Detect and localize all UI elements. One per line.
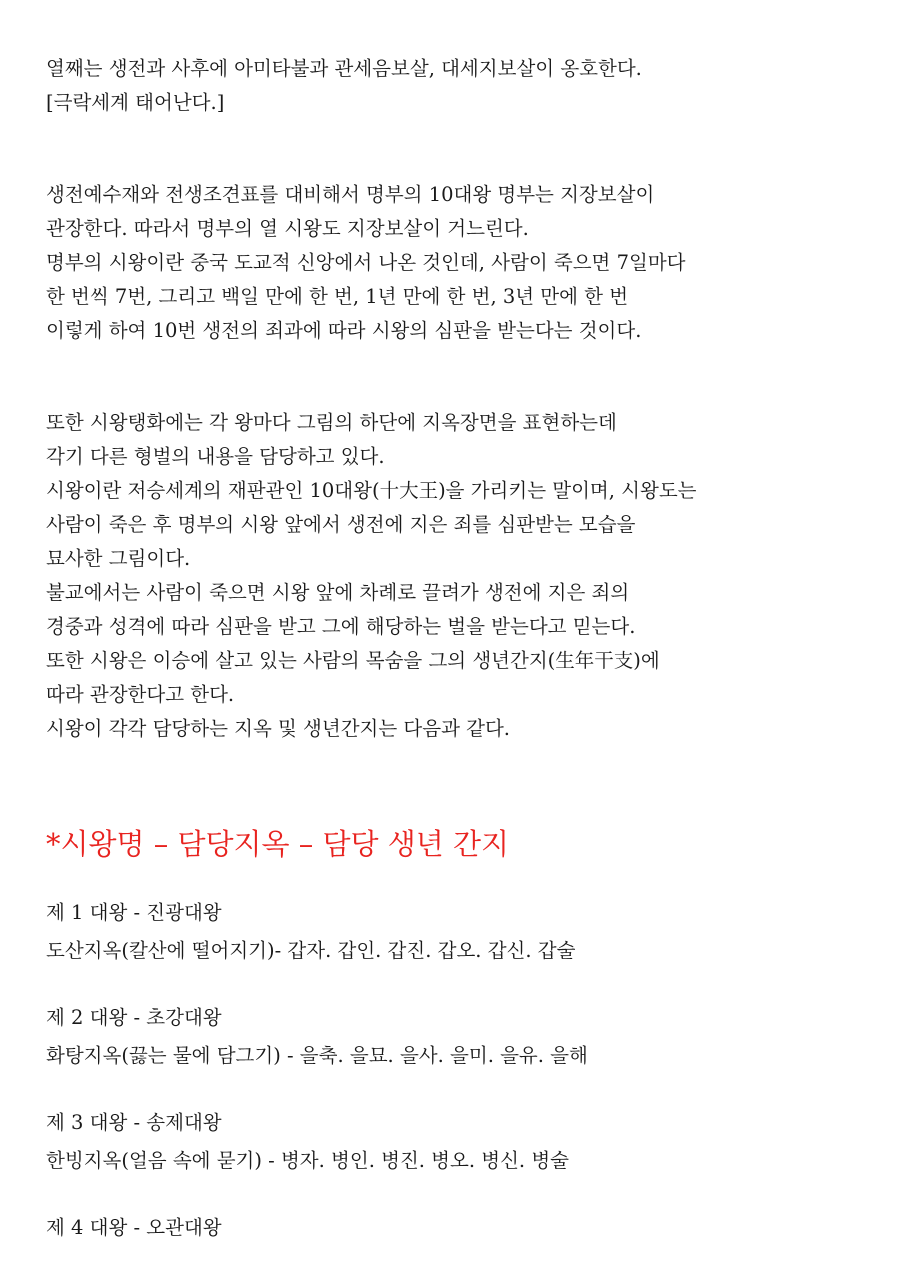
king-list bbox=[46, 894, 866, 1247]
list-item bbox=[46, 1104, 866, 1180]
entry-desc: 도산지옥(칼산에 떨어지기)- 갑자. 갑인. 갑진. 갑오. 갑신. 갑술 bbox=[46, 939, 576, 962]
text-line: 각기 다른 형벌의 내용을 담당하고 있다. bbox=[46, 445, 385, 468]
entry-desc: 화탕지옥(끓는 물에 담그기) - 을축. 을묘. 을사. 을미. 을유. 을해 bbox=[46, 1044, 588, 1067]
text-line: 시왕이 각각 담당하는 지옥 및 생년간지는 다음과 같다. bbox=[46, 717, 511, 740]
text-line: 또한 시왕탱화에는 각 왕마다 그림의 하단에 지옥장면을 표현하는데 bbox=[46, 411, 617, 434]
text-line: 시왕이란 저승세계의 재판관인 10대왕(十大王)을 가리키는 말이며, 시왕도는 bbox=[46, 479, 697, 502]
text-line: 열째는 생전과 사후에 아미타불과 관세음보살, 대세지보살이 옹호한다. bbox=[46, 57, 642, 80]
paragraph-1 bbox=[46, 52, 866, 120]
entry-title: 제 3 대왕 - 송제대왕 bbox=[46, 1111, 222, 1134]
text-line: 경중과 성격에 따라 심판을 받고 그에 해당하는 벌을 받는다고 믿는다. bbox=[46, 615, 636, 638]
paragraph-2 bbox=[46, 178, 866, 348]
text-line: 명부의 시왕이란 중국 도교적 신앙에서 나온 것인데, 사람이 죽으면 7일마다 bbox=[46, 251, 686, 274]
list-item bbox=[46, 894, 866, 970]
list-item bbox=[46, 1209, 866, 1247]
text-line: 사람이 죽은 후 명부의 시왕 앞에서 생전에 지은 죄를 심판받는 모습을 bbox=[46, 513, 636, 536]
text-line: 생전예수재와 전생조견표를 대비해서 명부의 10대왕 명부는 지장보살이 bbox=[46, 183, 655, 206]
section-heading: *시왕명 – 담당지옥 – 담당 생년 간지 bbox=[46, 827, 509, 861]
entry-desc: 한빙지옥(얼음 속에 묻기) - 병자. 병인. 병진. 병오. 병신. 병술 bbox=[46, 1149, 569, 1172]
text-line: 따라 관장한다고 한다. bbox=[46, 683, 235, 706]
text-line: 이렇게 하여 10번 생전의 죄과에 따라 시왕의 심판을 받는다는 것이다. bbox=[46, 319, 642, 342]
text-line: 불교에서는 사람이 죽으면 시왕 앞에 차례로 끌려가 생전에 지은 죄의 bbox=[46, 581, 630, 604]
document-page bbox=[46, 52, 866, 1276]
text-line: 한 번씩 7번, 그리고 백일 만에 한 번, 1년 만에 한 번, 3년 만에 한 번 bbox=[46, 285, 629, 308]
text-line: [극락세계 태어난다.] bbox=[46, 91, 225, 114]
text-line: 묘사한 그림이다. bbox=[46, 547, 191, 570]
list-item bbox=[46, 999, 866, 1075]
entry-title: 제 2 대왕 - 초강대왕 bbox=[46, 1006, 222, 1029]
entry-title: 제 4 대왕 - 오관대왕 bbox=[46, 1216, 222, 1239]
paragraph-3 bbox=[46, 406, 866, 746]
entry-title: 제 1 대왕 - 진광대왕 bbox=[46, 901, 222, 924]
text-line: 관장한다. 따라서 명부의 열 시왕도 지장보살이 거느린다. bbox=[46, 217, 529, 240]
text-line: 또한 시왕은 이승에 살고 있는 사람의 목숨을 그의 생년간지(生年干支)에 bbox=[46, 649, 660, 672]
